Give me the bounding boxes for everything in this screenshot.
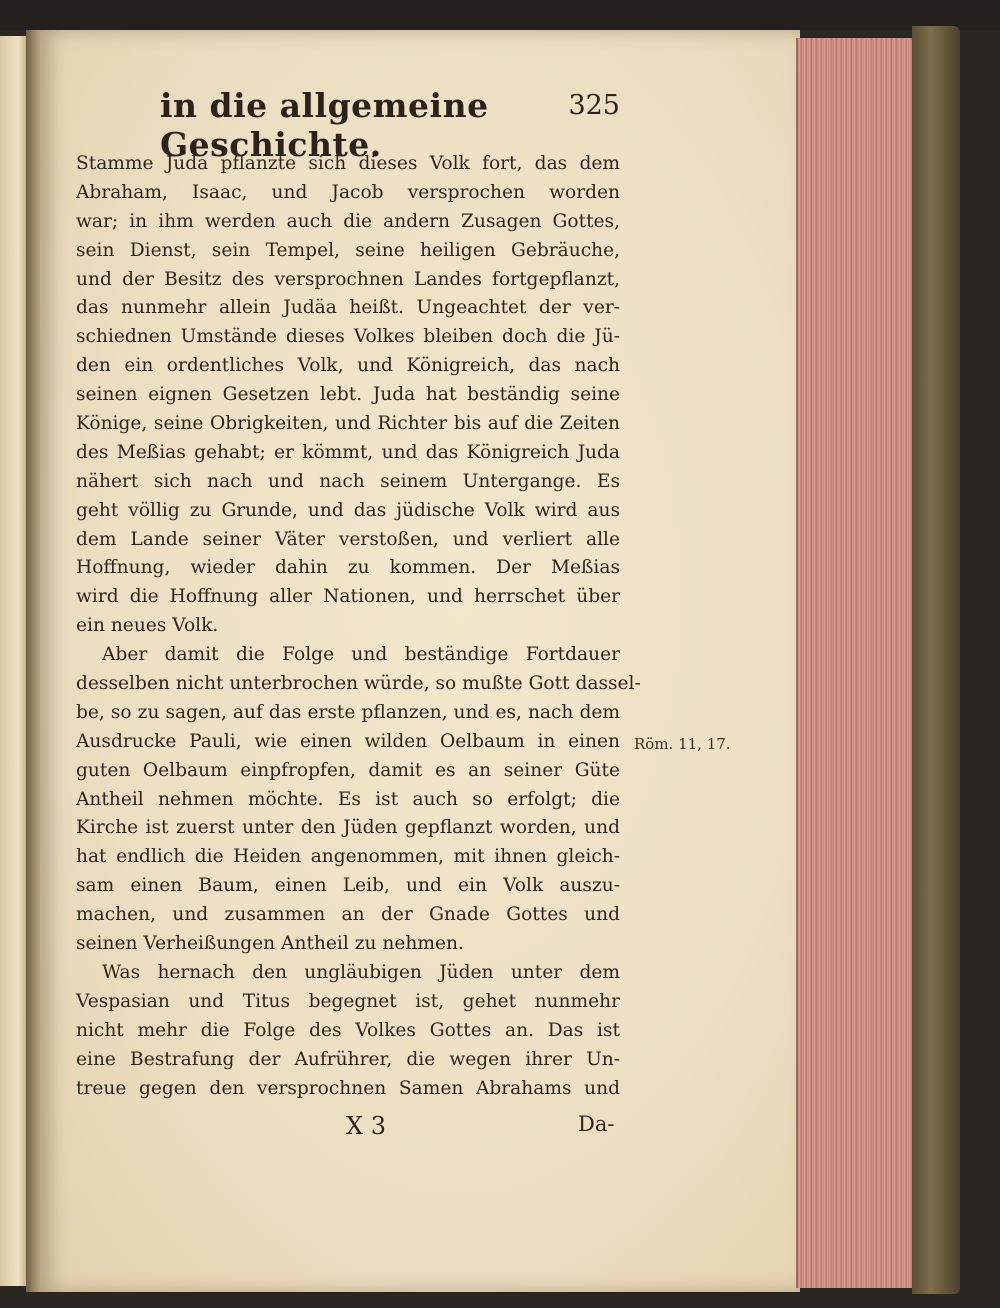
text-line: Hoffnung, wieder dahin zu kommen. Der Meßias <box>76 557 620 579</box>
page-number: 325 <box>568 90 620 121</box>
book-gutter <box>26 30 40 1292</box>
text-line: des Meßias gehabt; er kömmt, und das Königreich Juda <box>76 441 620 463</box>
text-line: Ausdrucke Pauli, wie einen wilden Oelbaum in einen <box>76 730 620 752</box>
backdrop <box>0 0 1000 30</box>
text-line: dem Lande seiner Väter verstoßen, und verliert alle <box>76 528 620 550</box>
text-line: seinen eignen Gesetzen lebt. Juda hat beständig seine <box>76 384 620 406</box>
text-line: sam einen Baum, einen Leib, und ein Volk auszu- <box>76 875 620 897</box>
text-line: geht völlig zu Grunde, und das jüdische Volk wird aus <box>76 499 620 521</box>
text-line: hat endlich die Heiden angenommen, mit ihnen gleich- <box>76 846 620 868</box>
text-line: schiednen Umstände dieses Volkes bleiben doch die Jü- <box>76 326 620 348</box>
text-line: war; in ihm werden auch die andern Zusagen Gottes, <box>76 210 620 232</box>
text-line: sein Dienst, sein Tempel, seine heiligen Gebräuche, <box>76 239 620 261</box>
page-fore-edge <box>796 38 916 1288</box>
text-line: guten Oelbaum einpfropfen, damit es an seiner Güte <box>76 759 620 781</box>
text-line: nähert sich nach und nach seinem Untergange. Es <box>76 470 620 492</box>
paragraph-start-line: Aber damit die Folge und beständige Fortdauer <box>102 644 620 666</box>
paragraph-start-line: Was hernach den ungläubigen Jüden unter dem <box>102 961 620 983</box>
text-line: ein neues Volk. <box>76 615 219 637</box>
catchword: Da- <box>578 1112 615 1136</box>
left-page-edge <box>0 36 27 1286</box>
text-line: desselben nicht unterbrochen würde, so mußte Gott dassel- <box>76 673 641 695</box>
text-line: machen, und zusammen an der Gnade Gottes und <box>76 904 620 926</box>
body-text <box>76 150 641 1103</box>
text-line: be, so zu sagen, auf das erste pflanzen, und es, nach dem <box>76 701 620 723</box>
signature-mark: X 3 <box>346 1112 386 1140</box>
text-line: Abraham, Isaac, und Jacob versprochen worden <box>76 181 620 203</box>
text-line: den ein ordentliches Volk, und Königreich, das nach <box>76 355 620 377</box>
running-head <box>160 86 620 164</box>
text-line: Stamme Juda pflanzte sich dieses Volk fort, das dem <box>76 153 620 174</box>
text-line: Kirche ist zuerst unter den Jüden gepflanzt worden, und <box>76 817 620 839</box>
text-line: Vespasian und Titus begegnet ist, gehet nunmehr <box>76 990 620 1012</box>
text-line: wird die Hoffnung aller Nationen, und herrschet über <box>76 586 620 608</box>
text-line: Könige, seine Obrigkeiten, und Richter bis auf die Zeiten <box>76 413 620 435</box>
text-line: Antheil nehmen möchte. Es ist auch so erfolgt; die <box>76 788 620 810</box>
text-line: das nunmehr allein Judäa heißt. Ungeachtet der ver- <box>76 297 620 319</box>
book-cover <box>912 26 960 1294</box>
text-line: seinen Verheißungen Antheil zu nehmen. <box>76 933 464 955</box>
text-line: treue gegen den versprochnen Samen Abrahams und <box>76 1077 620 1099</box>
running-head-title: in die allgemeine Geschichte. <box>160 86 489 164</box>
marginal-reference: Röm. 11, 17. <box>634 735 731 753</box>
text-line: eine Bestrafung der Aufrührer, die wegen ihrer Un- <box>76 1048 620 1070</box>
text-line: und der Besitz des versprochnen Landes fortgepflanzt, <box>76 268 620 290</box>
text-line: nicht mehr die Folge des Volkes Gottes an. Das ist <box>76 1019 620 1041</box>
